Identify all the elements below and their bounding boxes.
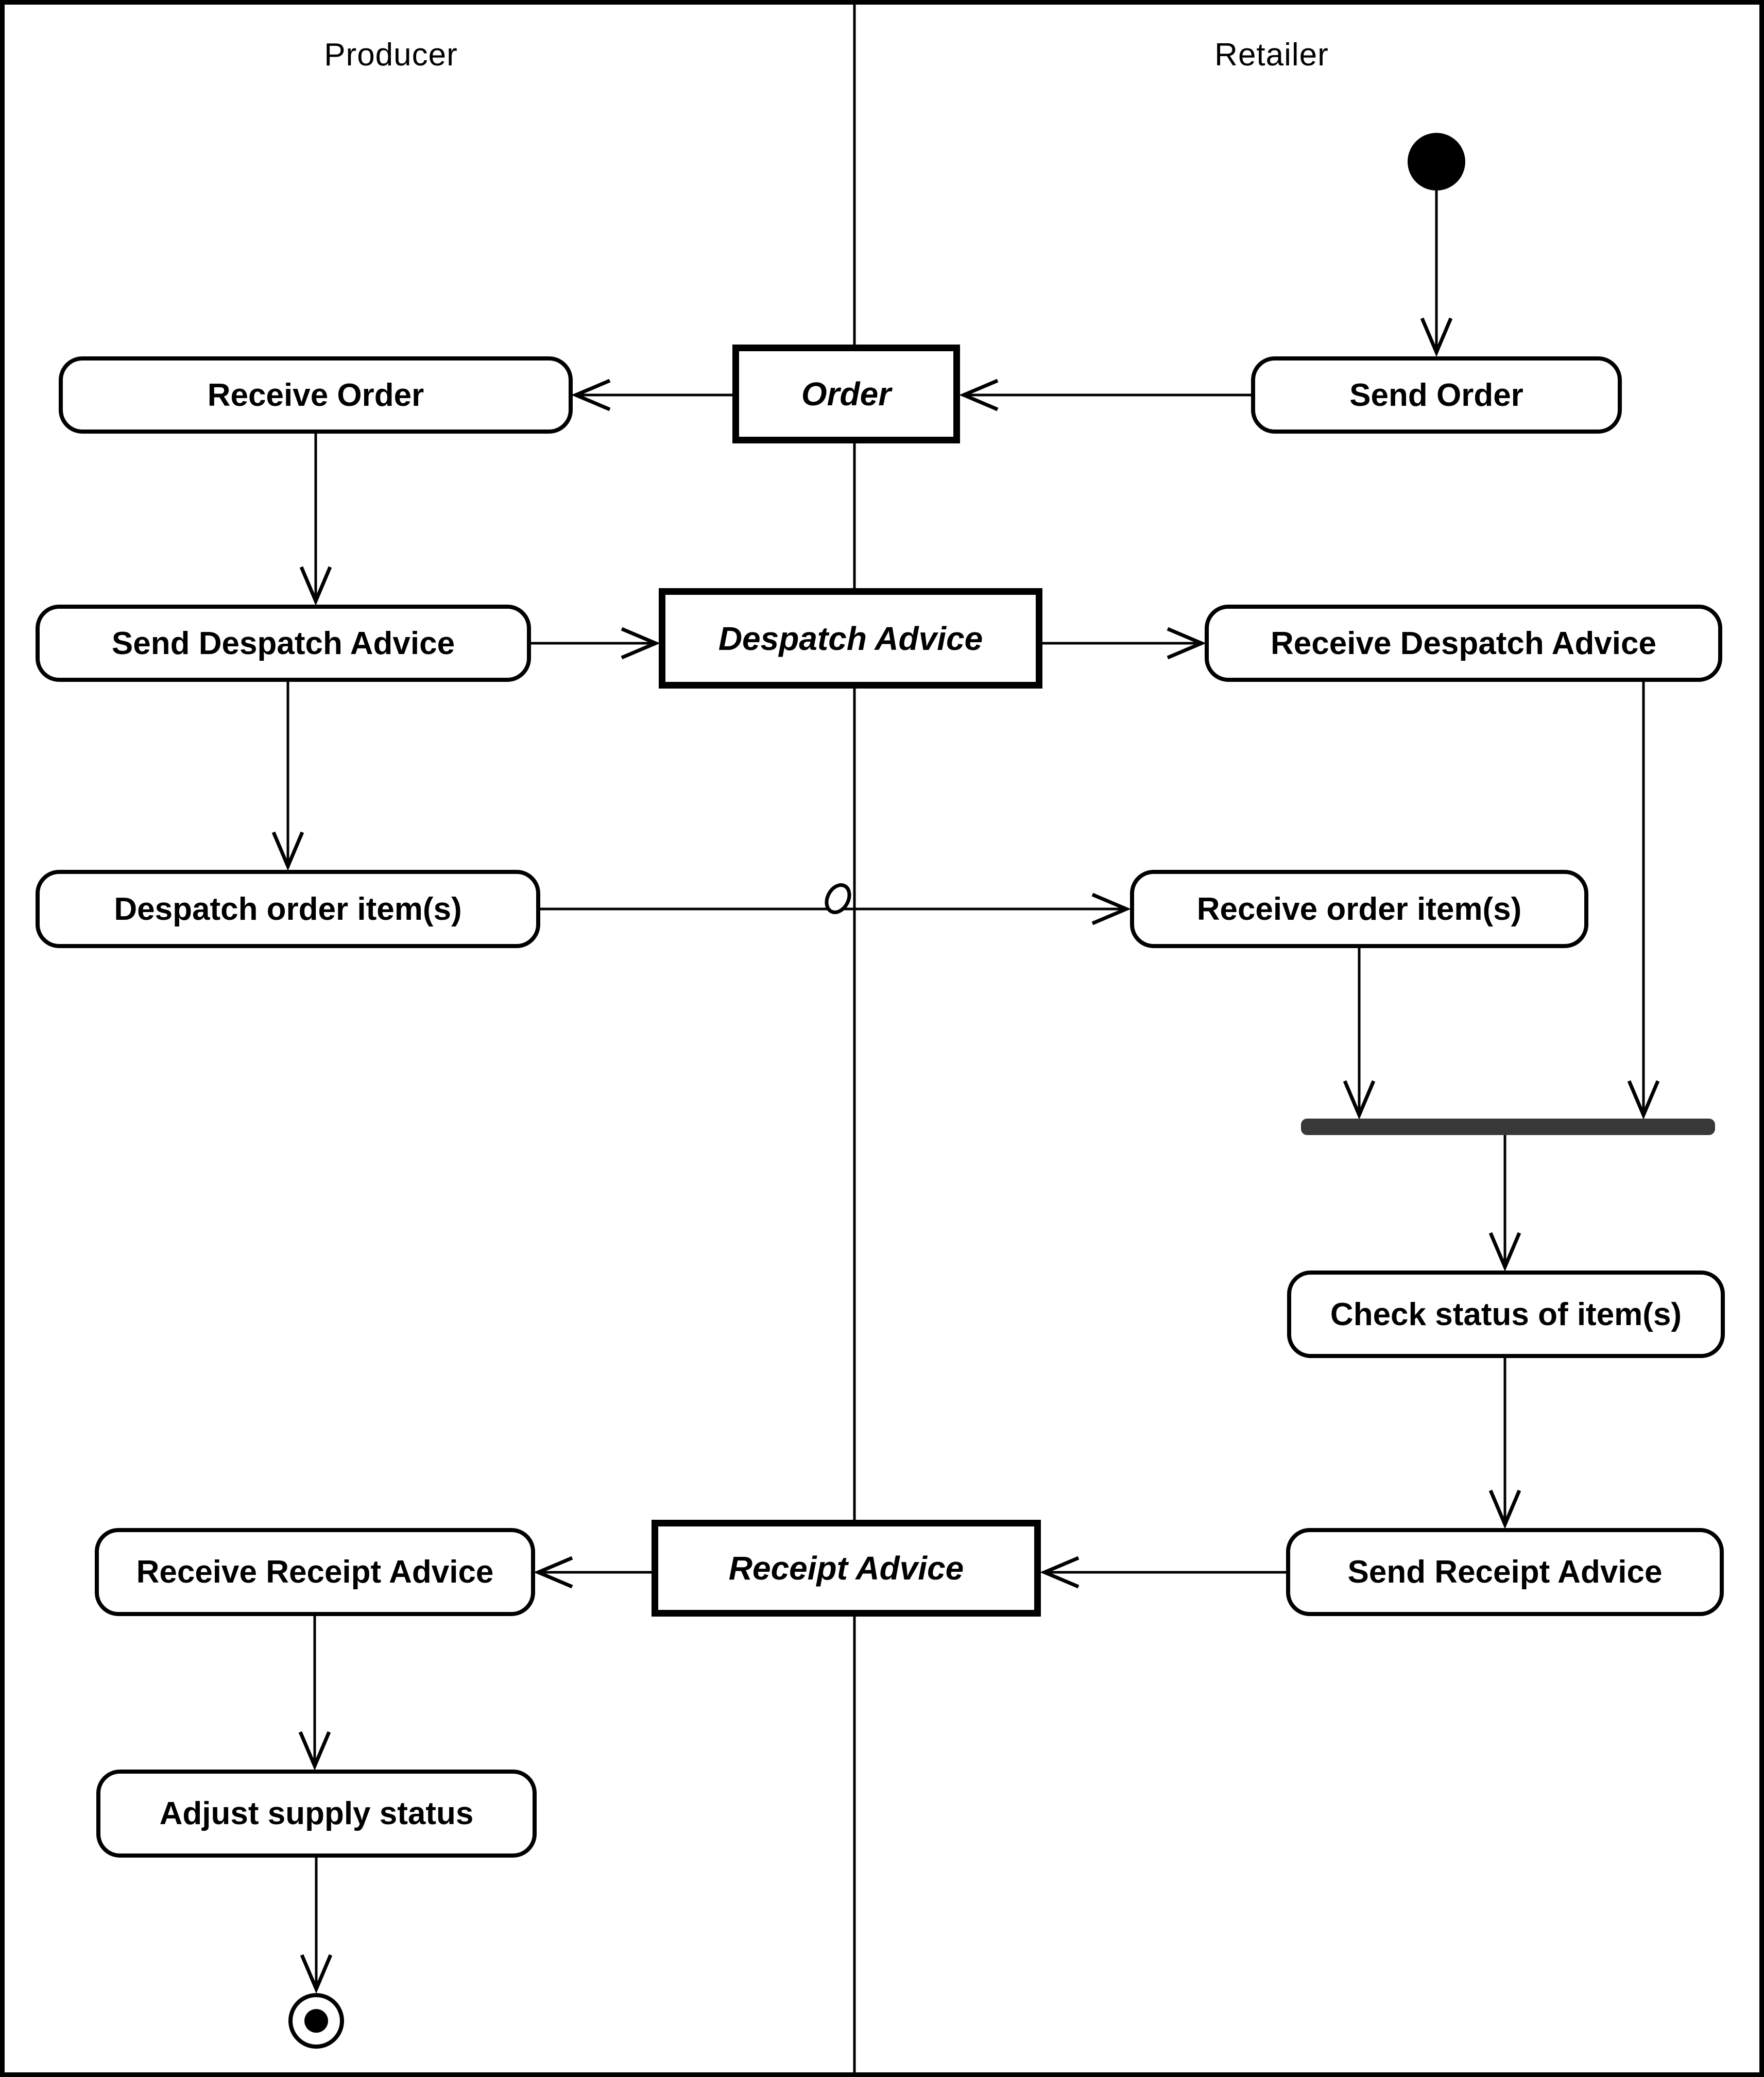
message-receipt-advice: Receipt Advice [652,1520,1041,1617]
activity-check-status: Check status of item(s) [1287,1271,1725,1358]
diagram-edges [5,5,1760,2073]
activity-receive-order-items: Receive order item(s) [1130,870,1588,948]
lane-label-retailer: Retailer [1214,37,1329,73]
join-synchronization-bar [1301,1119,1715,1135]
activity-receive-order: Receive Order [59,356,573,434]
activity-adjust-supply-status: Adjust supply status [96,1770,537,1858]
activity-send-receipt-advice: Send Receipt Advice [1286,1528,1724,1616]
activity-send-despatch-advice: Send Despatch Advice [36,605,531,682]
message-despatch-advice: Despatch Advice [659,588,1042,689]
activity-receive-receipt-advice: Receive Receipt Advice [95,1528,535,1616]
initial-state-node [1408,133,1465,191]
lane-label-producer: Producer [324,37,458,73]
message-order: Order [732,345,960,443]
activity-despatch-order-items: Despatch order item(s) [36,870,540,948]
line-crossing-hop [822,881,854,916]
final-state-inner-dot [304,2009,328,2033]
activity-send-order: Send Order [1251,356,1622,434]
final-state-node [288,1993,344,2049]
activity-receive-despatch-advice: Receive Despatch Advice [1205,605,1722,682]
